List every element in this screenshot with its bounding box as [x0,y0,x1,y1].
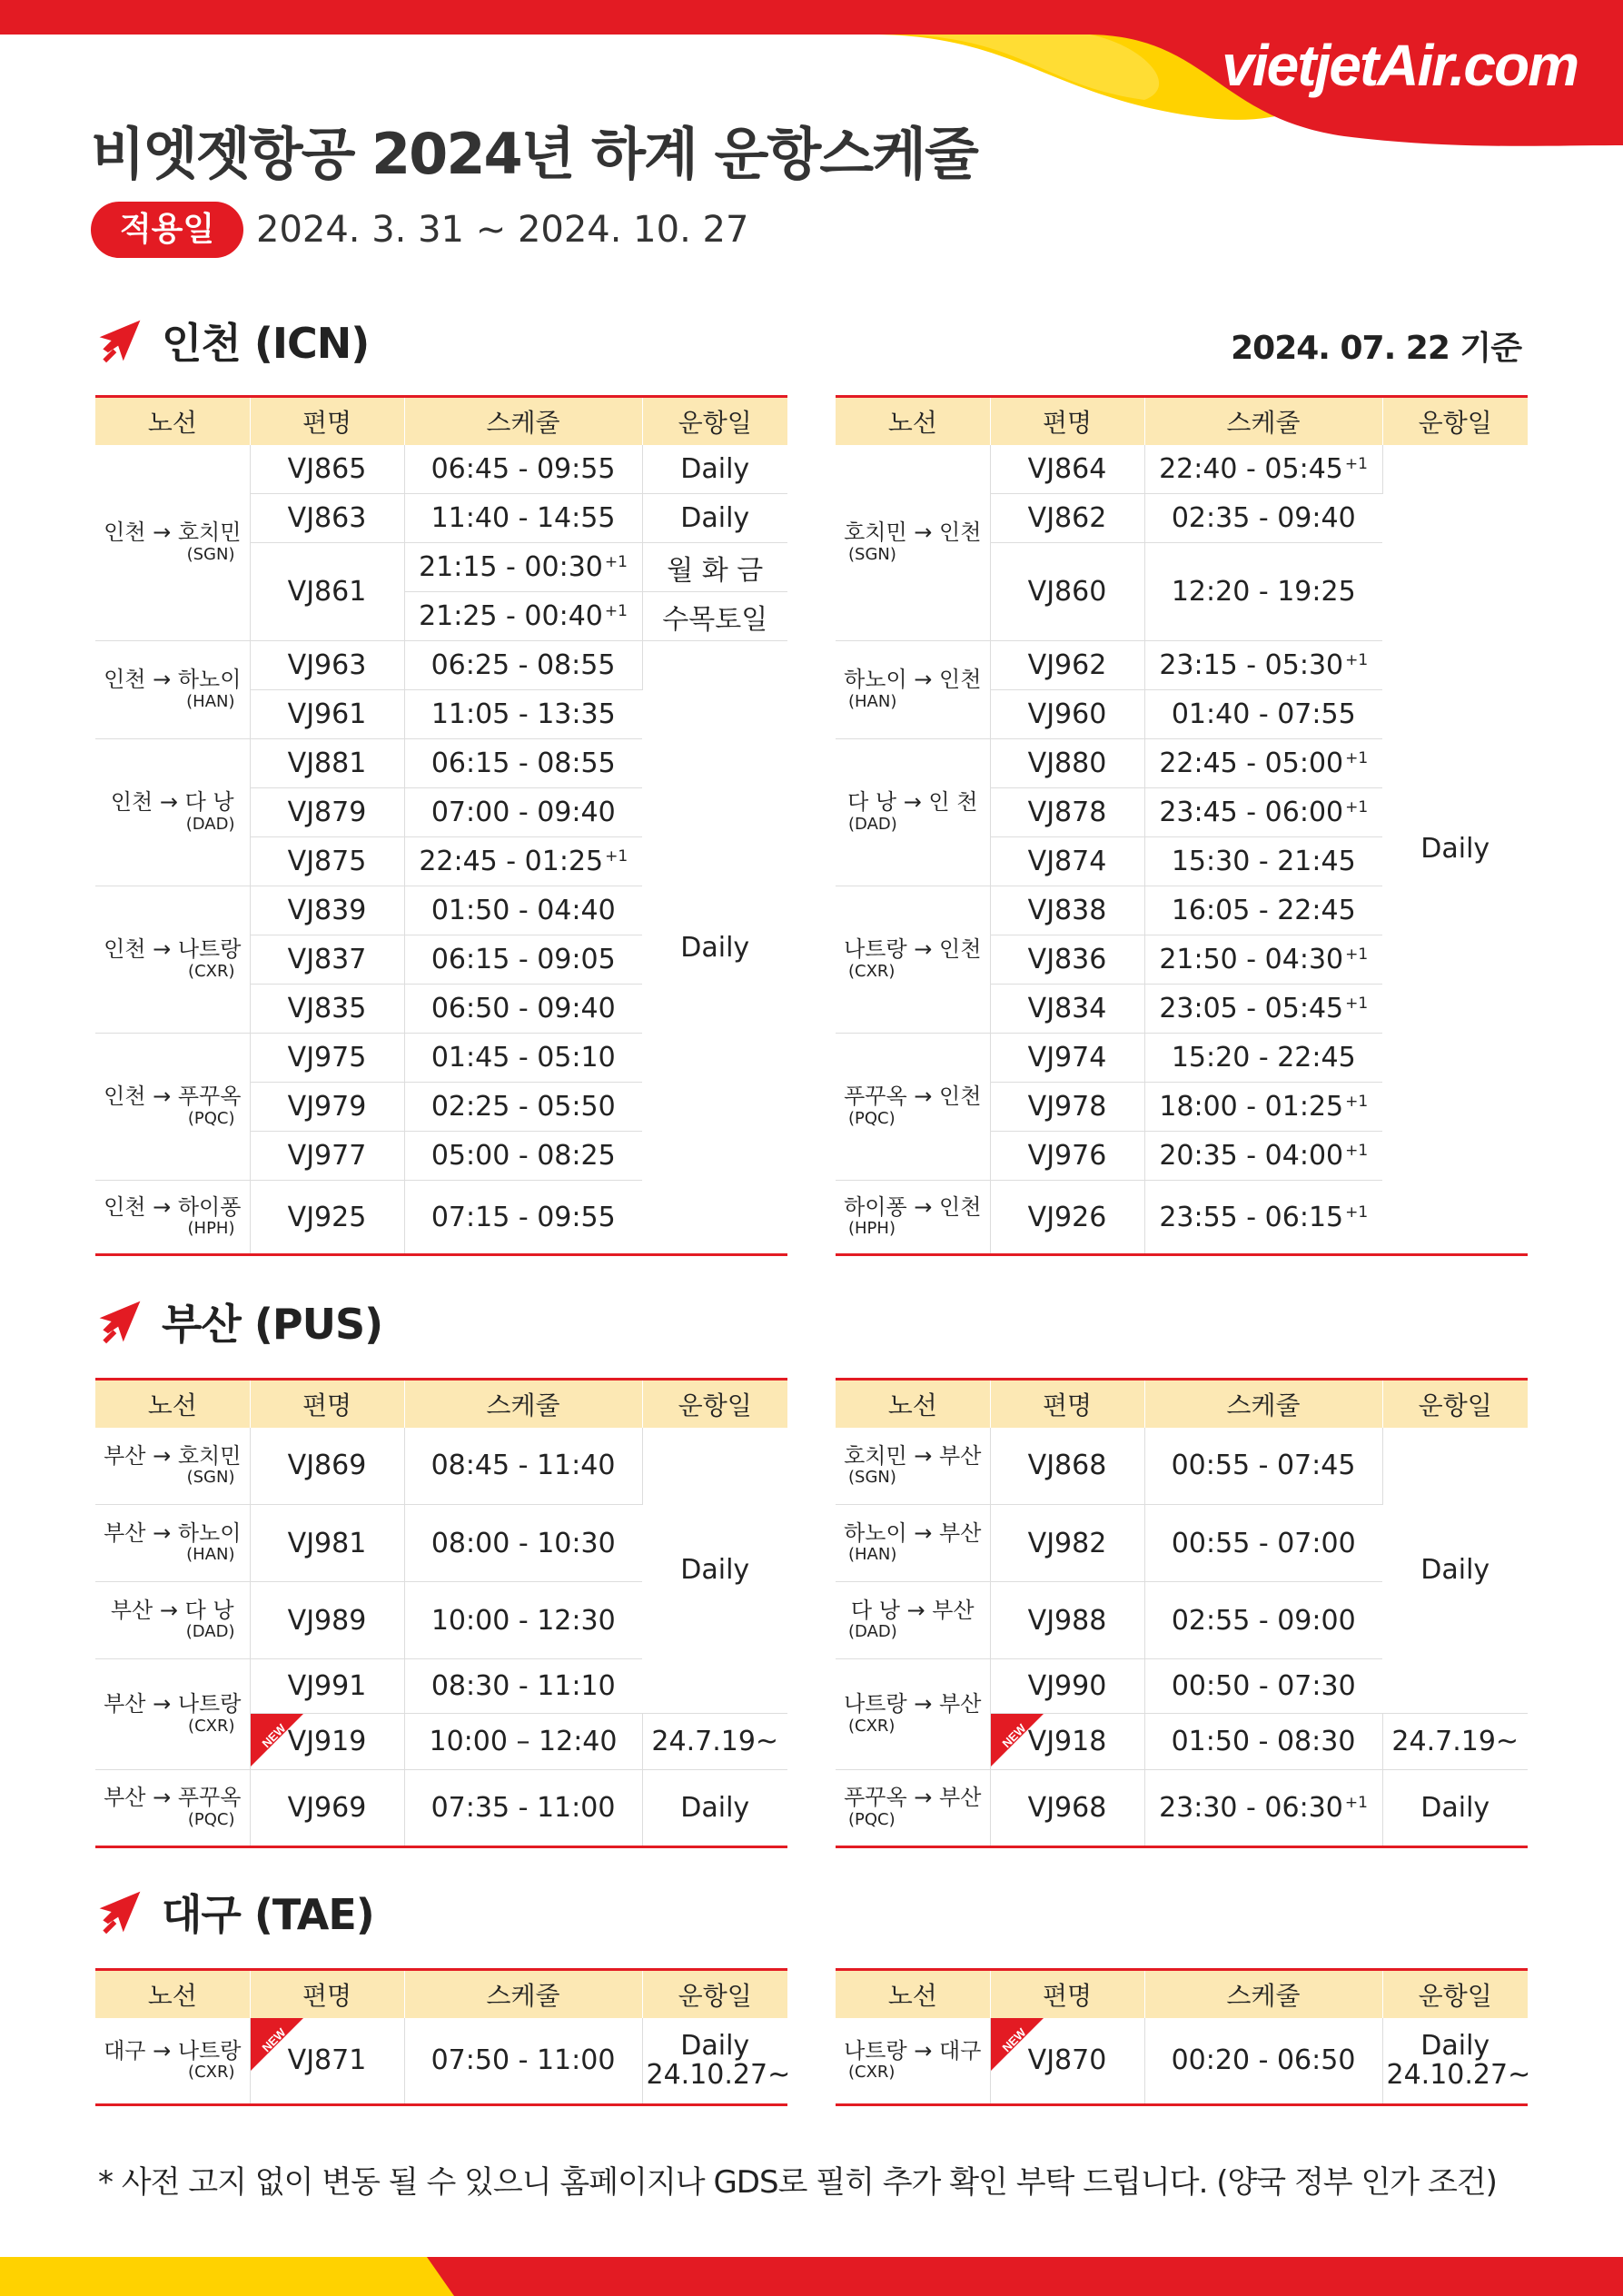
route-code: (HAN) [848,1545,897,1565]
flight-number: VJ975 [250,1034,404,1083]
flight-number: VJ870 [1027,2044,1107,2077]
flight-number: VJ919 [287,1726,367,1757]
flight-time-cell [1144,1181,1382,1255]
operating-days: Daily [642,1428,787,1714]
footnote: * 사전 고지 없이 변동 될 수 있으니 홈페이지나 GDS로 필히 추가 확인 부탁 드립니다. (양국 정부 인가 조건) [98,2164,1497,2201]
days-line: 24.10.27~ [646,2058,791,2091]
flight-time: 07:50 - 11:00 [404,2018,642,2105]
flight-time: 22:45 - 05:00 [1159,747,1344,779]
route-code: (SGN) [186,544,235,564]
flight-time: 07:35 - 11:00 [404,1770,642,1847]
flight-time: 06:50 - 09:40 [404,985,642,1034]
flight-number: VJ834 [990,985,1144,1034]
flight-number: VJ875 [250,837,404,886]
flight-number: VJ960 [990,690,1144,739]
flight-number: VJ926 [990,1181,1144,1255]
days-line: Daily [1420,2030,1490,2063]
flight-time: 01:50 - 08:30 [1144,1714,1382,1770]
route-cell [836,2018,990,2105]
route-cell [95,1034,250,1181]
flight-number: VJ839 [250,886,404,935]
page-title: 비엣젯항공 2024년 하계 운항스케줄 [91,121,977,187]
col-route: 노선 [95,1380,250,1428]
table-row [836,2018,1528,2105]
route-cell [836,1770,990,1847]
flight-number: VJ977 [250,1132,404,1181]
flight-time: 02:35 - 09:40 [1144,494,1382,543]
flight-number: VJ878 [990,788,1144,837]
flight-time: 20:35 - 04:00 [1159,1140,1344,1172]
route-cell [95,445,250,641]
route-name: 호치민 → 부산 [844,1442,982,1469]
route-cell [95,1770,250,1847]
tae-inbound-table [836,1968,1531,2106]
col-route: 노선 [836,397,990,445]
route-name: 부산 → 호치민 [104,1442,242,1469]
flight-time-cell [1144,1083,1382,1132]
flight-number: VJ864 [990,445,1144,494]
route-name: 푸꾸옥 → 인천 [844,1084,982,1110]
flight-time: 23:05 - 05:45 [1159,993,1344,1024]
col-route: 노선 [836,1970,990,2018]
section-title-icn: 인천 (ICN) [162,319,370,368]
route-cell [836,641,990,739]
flight-time: 06:45 - 09:55 [404,445,642,494]
flight-number: VJ918 [1027,1726,1107,1757]
operating-days: Daily [642,494,787,543]
flight-number: VJ835 [250,985,404,1034]
col-route: 노선 [836,1380,990,1428]
flight-number: VJ991 [250,1659,404,1714]
flight-time-cell [1144,445,1382,494]
flight-time: 21:50 - 04:30 [1159,944,1344,975]
flight-number: VJ925 [250,1181,404,1255]
route-cell [95,641,250,739]
next-day-mark: +1 [1344,1794,1368,1812]
next-day-mark: +1 [1345,1093,1369,1111]
route-cell [836,739,990,886]
table-header-row [95,397,787,445]
route-cell [95,1505,250,1582]
flight-time: 07:00 - 09:40 [404,788,642,837]
route-name: 하노이 → 부산 [844,1519,982,1546]
flight-time: 08:30 - 11:10 [404,1659,642,1714]
route-code: (DAD) [185,814,235,834]
flight-time: 15:20 - 22:45 [1144,1034,1382,1083]
route-name: 부산 → 푸꾸옥 [104,1785,242,1811]
flight-number: VJ836 [990,935,1144,985]
flight-time-cell [1144,1132,1382,1181]
new-badge [251,2018,303,2071]
operating-days: Daily [1382,445,1528,1255]
col-schedule: 스케줄 [1144,397,1382,445]
flight-time-cell [1144,1770,1382,1847]
days-line: 24.10.27~ [1386,2058,1531,2091]
flight-number: VJ976 [990,1132,1144,1181]
route-name: 다 낭 → 부산 [850,1597,975,1623]
section-heading-icn [94,309,369,372]
next-day-mark: +1 [604,602,628,620]
route-name: 호치민 → 인천 [844,520,982,546]
route-name: 인천 → 하노이 [104,667,242,693]
new-badge [991,1714,1044,1767]
flight-number: VJ837 [250,935,404,985]
operating-days [1382,2018,1531,2105]
airplane-icon [94,1886,145,1937]
flight-number: VJ865 [250,445,404,494]
route-name: 인천 → 호치민 [104,520,242,546]
col-flight: 편명 [990,1970,1144,2018]
route-code: (SGN) [848,544,896,564]
route-code: (CXR) [188,961,235,981]
route-name: 부산 → 나트랑 [104,1691,242,1717]
route-code: (DAD) [848,814,897,834]
operating-days: Daily [642,445,787,494]
flight-number-cell [250,2018,404,2105]
col-flight: 편명 [990,1380,1144,1428]
route-cell [95,1181,250,1255]
route-code: (PQC) [187,1108,235,1128]
table-header-row [95,1970,787,2018]
route-code: (CXR) [848,961,896,981]
flight-time: 02:25 - 05:50 [404,1083,642,1132]
flight-time-cell [1144,935,1382,985]
next-day-mark: +1 [605,847,628,866]
route-code: (DAD) [185,1622,235,1642]
route-cell [95,1659,250,1770]
route-code: (CXR) [848,1716,896,1736]
next-day-mark: +1 [1345,749,1369,767]
route-cell [95,1428,250,1505]
route-name: 인천 → 하이퐁 [104,1193,242,1220]
next-day-mark: +1 [1345,1202,1369,1222]
route-cell [836,886,990,1034]
next-day-mark: +1 [1345,798,1369,816]
route-name: 나트랑 → 대구 [844,2037,982,2063]
pus-outbound-table [95,1378,787,1848]
route-code: (CXR) [188,1716,235,1736]
route-name: 인천 → 나트랑 [104,936,242,963]
airplane-icon [94,1296,145,1347]
route-cell [95,739,250,886]
flight-time: 11:05 - 13:35 [404,690,642,739]
next-day-mark: +1 [1345,945,1369,964]
route-cell [836,1659,990,1770]
flight-time-cell [404,837,642,886]
operating-days: Daily [642,641,787,1255]
operating-days: 수목토일 [642,592,787,641]
flight-number: VJ963 [250,641,404,690]
table-row [836,1770,1528,1847]
col-days: 운항일 [1382,397,1528,445]
section-heading-tae [94,1880,374,1944]
operating-days: Daily [642,1770,787,1847]
route-code: (CXR) [188,2063,235,2083]
new-label: NEW [259,1721,289,1751]
flight-time: 00:55 - 07:00 [1144,1505,1382,1582]
route-cell [836,1582,990,1659]
as-of-date: 2024. 07. 22 기준 [1231,330,1521,367]
flight-time: 18:00 - 01:25 [1159,1091,1344,1123]
flight-time: 11:40 - 14:55 [404,494,642,543]
table-header-row [836,1380,1528,1428]
route-name: 푸꾸옥 → 부산 [844,1785,982,1811]
flight-number: VJ879 [250,788,404,837]
flight-number-cell [990,1714,1144,1770]
flight-number: VJ880 [990,739,1144,788]
new-badge [991,2018,1044,2071]
route-cell [95,1582,250,1659]
flight-time-cell [1144,788,1382,837]
route-cell [95,886,250,1034]
icn-inbound-table [836,395,1528,1256]
table-header-row [95,1380,787,1428]
flight-time: 10:00 – 12:40 [404,1714,642,1770]
pus-inbound-table [836,1378,1528,1848]
flight-time: 22:40 - 05:45 [1159,452,1343,485]
flight-time: 07:15 - 09:55 [404,1181,642,1255]
col-days: 운항일 [642,1380,787,1428]
table-header-row [836,1970,1528,2018]
col-flight: 편명 [250,397,404,445]
effective-date-badge: 적용일 [91,202,243,258]
new-label: NEW [259,2024,289,2054]
route-cell [836,1505,990,1582]
col-schedule: 스케줄 [404,397,642,445]
route-code: (HAN) [186,691,235,711]
flight-time: 08:00 - 10:30 [404,1505,642,1582]
flight-number: VJ838 [990,886,1144,935]
flight-number: VJ869 [250,1428,404,1505]
route-code: (HAN) [848,691,897,711]
operating-days: 월 화 금 [642,543,787,592]
col-schedule: 스케줄 [404,1380,642,1428]
route-code: (HAN) [186,1545,235,1565]
flight-time: 05:00 - 08:25 [404,1132,642,1181]
route-name: 나트랑 → 부산 [844,1691,982,1717]
flight-time-cell [1144,641,1382,690]
section-heading-pus [94,1290,382,1353]
flight-number: VJ862 [990,494,1144,543]
new-badge [251,1714,303,1767]
next-day-mark: +1 [1344,454,1368,473]
flight-time: 00:20 - 06:50 [1144,2018,1382,2105]
col-flight: 편명 [250,1970,404,2018]
flight-time: 22:45 - 01:25 [419,846,604,877]
col-days: 운항일 [642,1970,787,2018]
flight-number: VJ981 [250,1505,404,1582]
new-label: NEW [999,2024,1029,2054]
flight-number: VJ871 [287,2044,367,2077]
flight-time: 00:50 - 07:30 [1144,1659,1382,1714]
col-route: 노선 [95,397,250,445]
flight-number-cell [250,1714,404,1770]
flight-time: 01:45 - 05:10 [404,1034,642,1083]
flight-time: 01:40 - 07:55 [1144,690,1382,739]
col-flight: 편명 [990,397,1144,445]
flight-number: VJ881 [250,739,404,788]
route-code: (HPH) [187,1219,235,1239]
flight-time-cell [1144,739,1382,788]
flight-time-cell [1144,985,1382,1034]
flight-number: VJ988 [990,1582,1144,1659]
table-row [95,1770,787,1847]
flight-time: 23:30 - 06:30 [1159,1792,1343,1824]
route-code: (PQC) [187,1809,235,1829]
route-cell [836,445,990,641]
route-code: (CXR) [848,2063,896,2083]
col-schedule: 스케줄 [404,1970,642,2018]
operating-days: 24.7.19~ [642,1714,787,1770]
col-route: 노선 [95,1970,250,2018]
next-day-mark: +1 [604,553,628,571]
flight-time: 01:50 - 04:40 [404,886,642,935]
flight-number: VJ874 [990,837,1144,886]
airplane-icon [94,315,145,366]
operating-days [642,2018,791,2105]
flight-time: 23:15 - 05:30 [1159,649,1344,681]
next-day-mark: +1 [1345,1142,1369,1160]
tae-outbound-table [95,1968,791,2106]
flight-time: 12:20 - 19:25 [1144,543,1382,641]
table-row [95,641,787,690]
flight-time: 21:15 - 00:30 [419,551,603,583]
flight-time: 06:15 - 08:55 [404,739,642,788]
flight-time: 08:45 - 11:40 [404,1428,642,1505]
operating-days: Daily [1382,1428,1528,1714]
route-name: 인천 → 다 낭 [110,789,234,816]
flight-number: VJ989 [250,1582,404,1659]
flight-time-cell [404,543,642,592]
flight-time: 10:00 - 12:30 [404,1582,642,1659]
footer-banner [0,2257,1623,2296]
route-name: 다 낭 → 인 천 [847,789,978,816]
section-title-pus: 부산 (PUS) [162,1300,383,1349]
flight-time: 21:25 - 00:40 [419,600,603,632]
flight-number: VJ961 [250,690,404,739]
route-name: 인천 → 푸꾸옥 [104,1084,242,1110]
route-name: 부산 → 하노이 [104,1519,242,1546]
new-label: NEW [999,1721,1029,1751]
flight-time: 16:05 - 22:45 [1144,886,1382,935]
route-code: (PQC) [848,1809,896,1829]
table-row [95,445,787,494]
flight-number: VJ962 [990,641,1144,690]
effective-period: 2024. 3. 31 ~ 2024. 10. 27 [256,209,749,251]
icn-outbound-table [95,395,787,1256]
vietjet-logo: vietjetAir.com [1222,33,1578,98]
flight-time: 15:30 - 21:45 [1144,837,1382,886]
route-name: 하이퐁 → 인천 [844,1193,982,1220]
flight-number: VJ868 [990,1428,1144,1505]
col-days: 운항일 [1382,1380,1528,1428]
flight-time-cell [404,592,642,641]
table-row [836,1428,1528,1505]
route-cell [95,2018,250,2105]
route-code: (DAD) [848,1622,897,1642]
table-row [95,2018,787,2105]
operating-days: Daily [1382,1770,1528,1847]
route-code: (SGN) [848,1468,896,1488]
col-days: 운항일 [1382,1970,1528,2018]
flight-time: 06:15 - 09:05 [404,935,642,985]
route-cell [836,1181,990,1255]
flight-number: VJ863 [250,494,404,543]
flight-number: VJ978 [990,1083,1144,1132]
flight-number: VJ968 [990,1770,1144,1847]
flight-number: VJ979 [250,1083,404,1132]
next-day-mark: +1 [1345,995,1369,1013]
route-name: 하노이 → 인천 [844,667,982,693]
route-code: (SGN) [186,1468,235,1488]
table-header-row [836,397,1528,445]
col-flight: 편명 [250,1380,404,1428]
route-cell [836,1034,990,1181]
col-schedule: 스케줄 [1144,1970,1382,2018]
operating-days: 24.7.19~ [1382,1714,1528,1770]
route-name: 부산 → 다 낭 [110,1597,234,1623]
flight-time: 23:55 - 06:15 [1159,1201,1344,1233]
flight-time: 02:55 - 09:00 [1144,1582,1382,1659]
flight-number: VJ974 [990,1034,1144,1083]
flight-number-cell [990,2018,1144,2105]
table-row [95,1428,787,1505]
table-row [836,445,1528,494]
flight-number: VJ990 [990,1659,1144,1714]
route-name: 나트랑 → 인천 [844,936,982,963]
col-days: 운항일 [642,397,787,445]
flight-number: VJ969 [250,1770,404,1847]
flight-time: 23:45 - 06:00 [1159,797,1344,828]
flight-time: 00:55 - 07:45 [1144,1428,1382,1505]
flight-time: 06:25 - 08:55 [404,641,642,690]
flight-number: VJ860 [990,543,1144,641]
col-schedule: 스케줄 [1144,1380,1382,1428]
days-line: Daily [680,2030,750,2063]
route-cell [836,1428,990,1505]
flight-number: VJ861 [250,543,404,641]
next-day-mark: +1 [1345,651,1369,669]
route-code: (PQC) [848,1108,896,1128]
flight-number: VJ982 [990,1505,1144,1582]
section-title-tae: 대구 (TAE) [162,1890,374,1939]
route-name: 대구 → 나트랑 [104,2037,242,2063]
route-code: (HPH) [848,1219,896,1239]
